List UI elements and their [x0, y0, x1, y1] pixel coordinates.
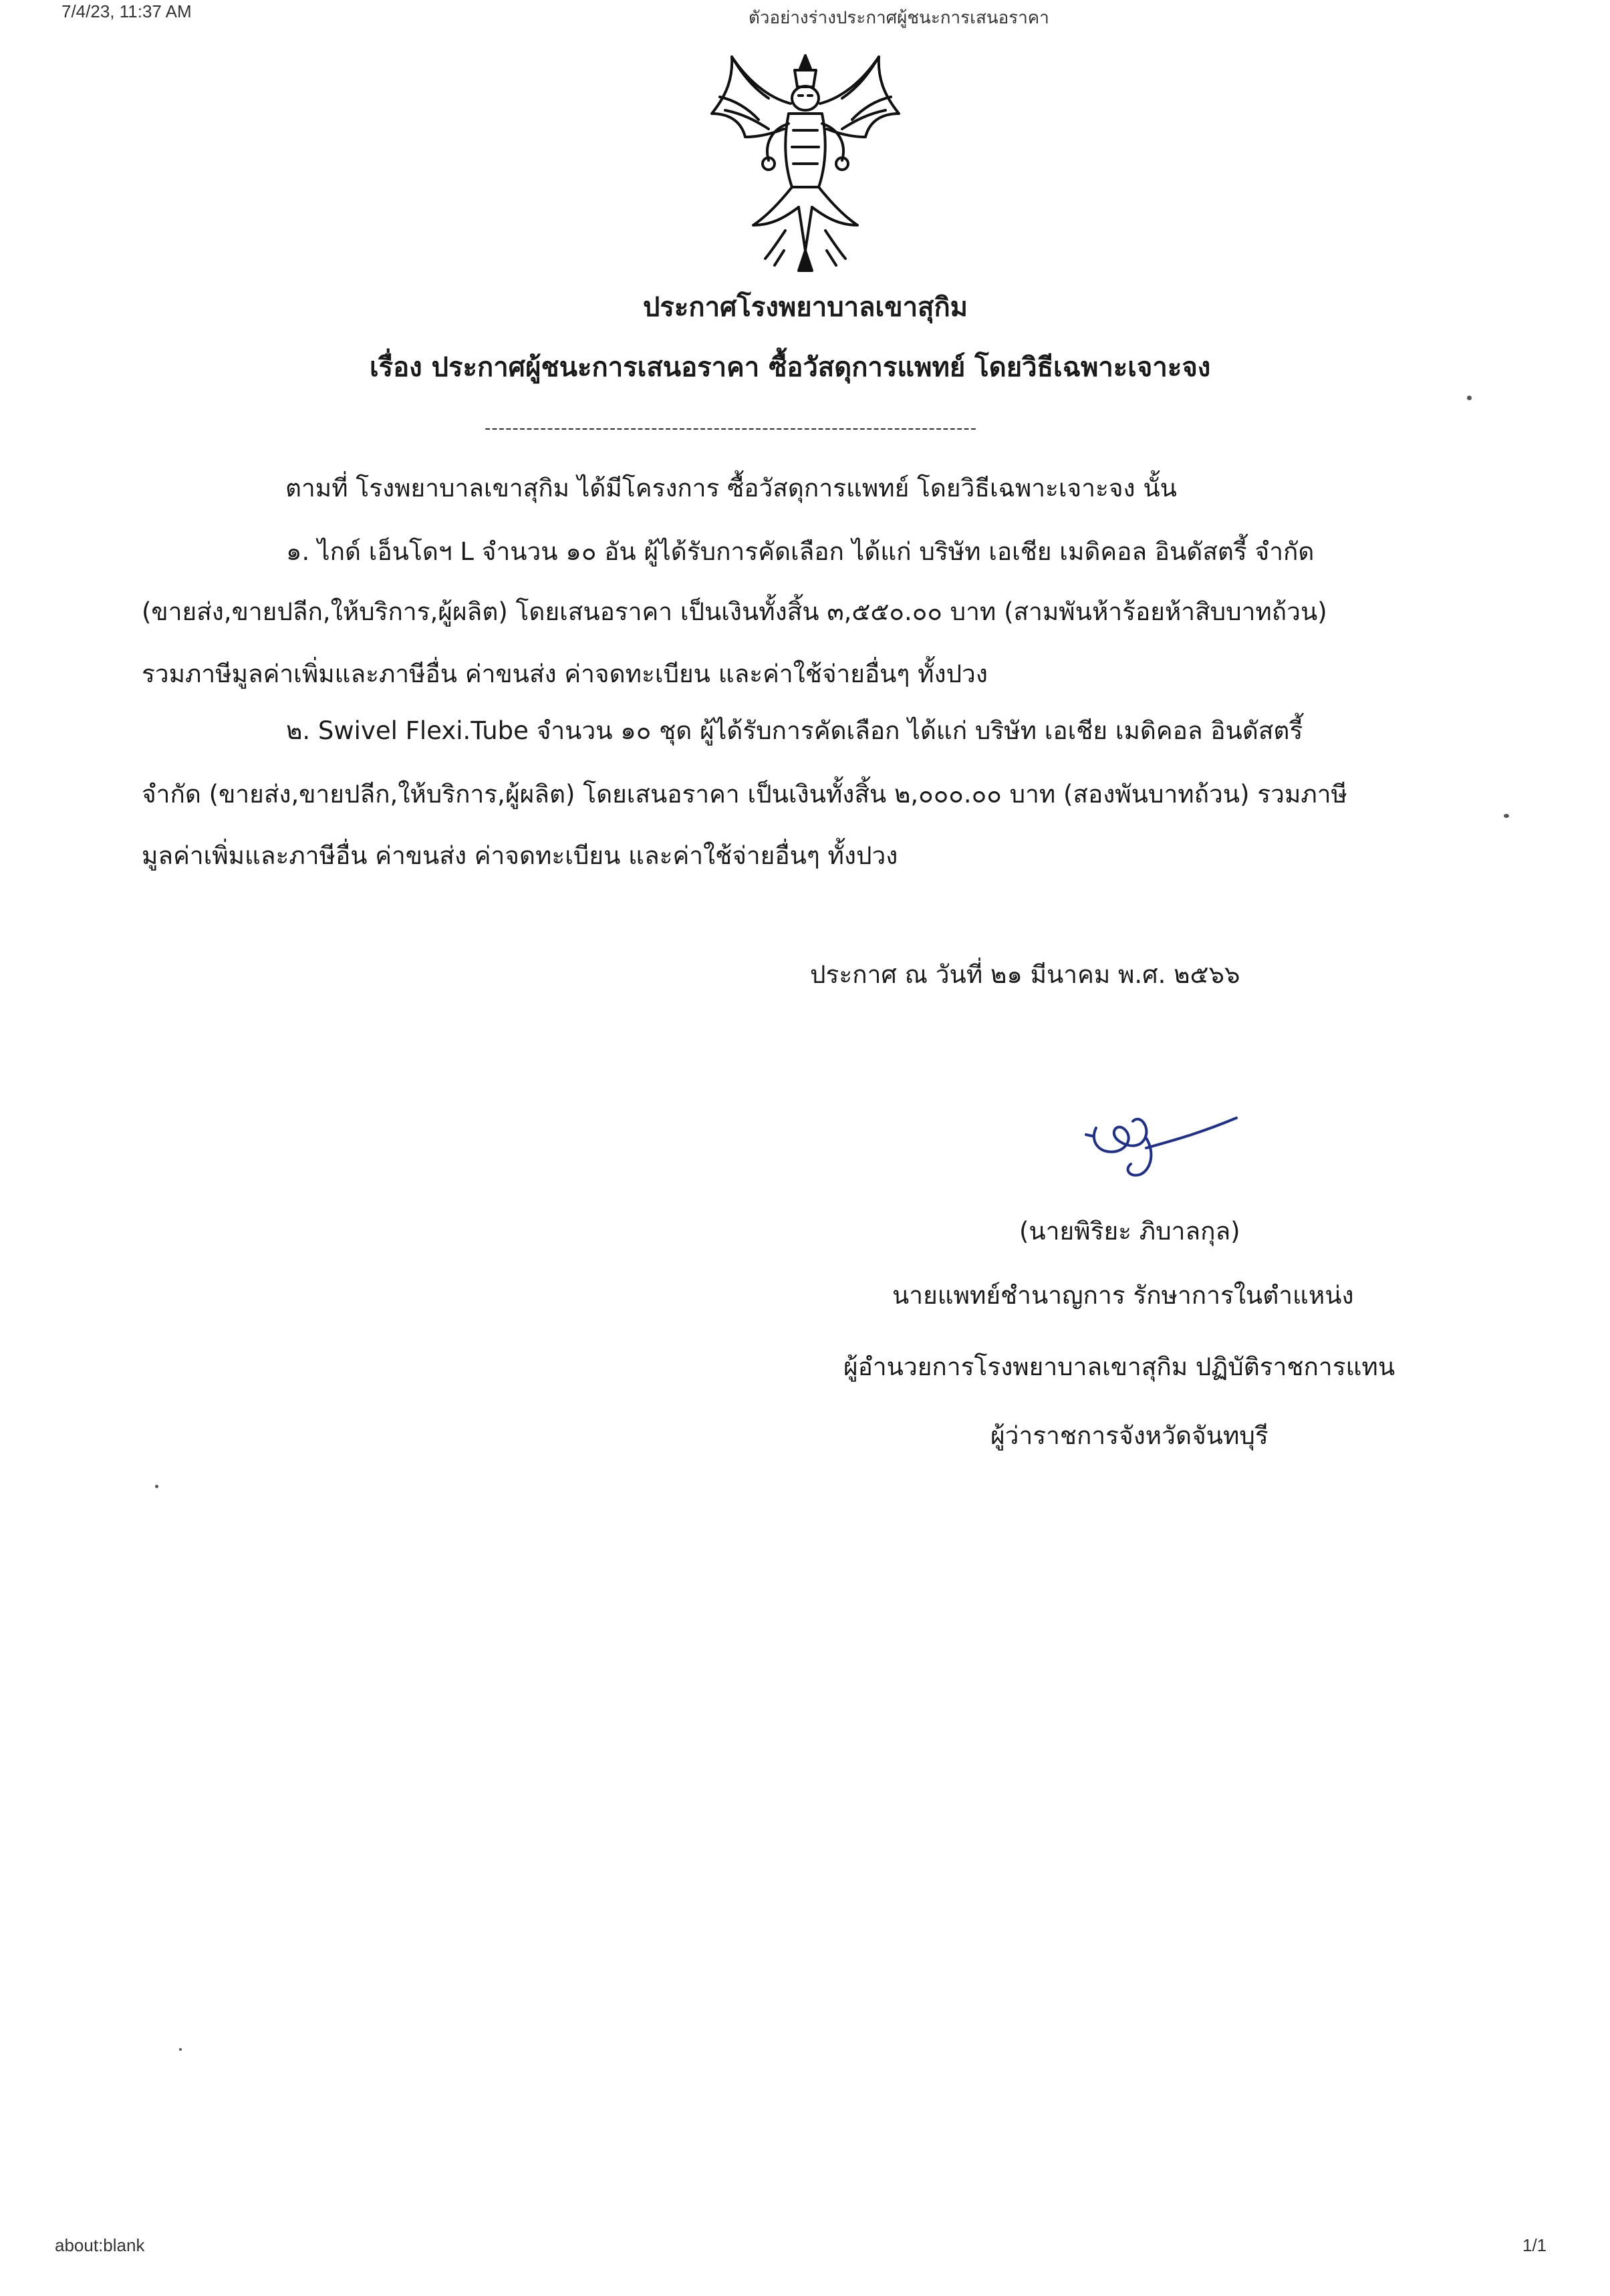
scan-speck: [1504, 814, 1509, 818]
print-url: about:blank: [55, 2235, 145, 2255]
scan-speck: [179, 2048, 182, 2051]
item-1-line-3: รวมภาษีมูลค่าเพิ่มและภาษีอื่น ค่าขนส่ง ค่าจดทะเบียน และค่าใช้จ่ายอื่นๆ ทั้งปวง: [142, 660, 988, 688]
print-page-number: 1/1: [1522, 2235, 1547, 2255]
scan-speck: [1467, 396, 1472, 400]
separator-line: -----------------------------------------------------------------------: [485, 418, 978, 438]
document-subject: เรื่อง ประกาศผู้ชนะการเสนอราคา ซื้อวัสดุการแพทย์ โดยวิธีเฉพาะเจาะจง: [370, 352, 1211, 383]
body-intro: ตามที่ โรงพยาบาลเขาสุกิม ได้มีโครงการ ซื้อวัสดุการแพทย์ โดยวิธีเฉพาะเจาะจง นั้น: [285, 474, 1177, 503]
handwritten-signature: [1083, 1108, 1256, 1188]
scan-speck: [155, 1485, 158, 1488]
document-title: ประกาศโรงพยาบาลเขาสุกิม: [643, 292, 968, 323]
signer-title-1: นายแพทย์ชำนาญการ รักษาการในตำแหน่ง: [892, 1281, 1354, 1310]
item-1-line-2: (ขายส่ง,ขายปลีก,ให้บริการ,ผู้ผลิต) โดยเสนอราคา เป็นเงินทั้งสิ้น ๓,๕๕๐.๐๐ บาท (สามพันห้าร้อยห้าสิบบาทถ้วน): [142, 597, 1327, 626]
item-2-line-2: จำกัด (ขายส่ง,ขายปลีก,ให้บริการ,ผู้ผลิต) โดยเสนอราคา เป็นเงินทั้งสิ้น ๒,๐๐๐.๐๐ บาท (สองพันบาทถ้วน) รวมภาษี: [142, 780, 1347, 809]
item-2-line-1: ๒. Swivel Flexi.Tube จำนวน ๑๐ ชุด ผู้ได้รับการคัดเลือก ได้แก่ บริษัท เอเชีย เมดิคอล อินดัสตรี้: [286, 716, 1303, 745]
signer-title-3: ผู้ว่าราชการจังหวัดจันทบุรี: [990, 1421, 1268, 1450]
announce-date: ประกาศ ณ วันที่ ๒๑ มีนาคม พ.ศ. ๒๕๖๖: [810, 960, 1240, 989]
signer-name: (นายพิริยะ ภิบาลกุล): [1019, 1217, 1240, 1246]
signer-title-2: ผู้อำนวยการโรงพยาบาลเขาสุกิม ปฏิบัติราชการแทน: [843, 1352, 1395, 1381]
print-page-title: ตัวอย่างร่างประกาศผู้ชนะการเสนอราคา: [749, 7, 1049, 27]
item-2-line-3: มูลค่าเพิ่มและภาษีอื่น ค่าขนส่ง ค่าจดทะเบียน และค่าใช้จ่ายอื่นๆ ทั้งปวง: [142, 841, 898, 870]
item-1-line-1: ๑. ไกด์ เอ็นโดฯ L จำนวน ๑๐ อัน ผู้ได้รับการคัดเลือก ได้แก่ บริษัท เอเชีย เมดิคอล อินดัสตรี้ จำกัด: [286, 537, 1315, 566]
print-datetime: 7/4/23, 11:37 AM: [61, 1, 192, 21]
garuda-emblem-icon: [705, 50, 906, 277]
